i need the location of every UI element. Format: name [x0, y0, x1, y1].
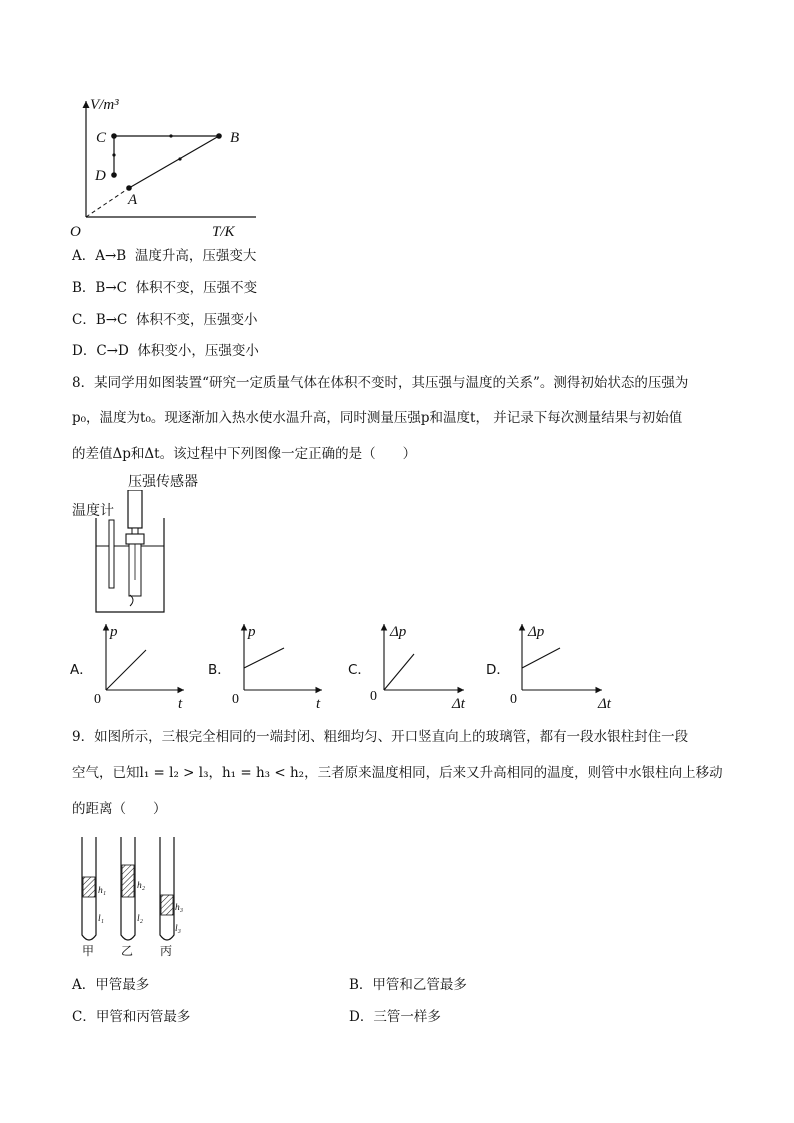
q9-option-b: B．甲管和乙管最多	[349, 977, 467, 993]
svg-text:Δp: Δp	[528, 624, 545, 640]
svg-text:h₁: h₁	[98, 886, 107, 896]
svg-text:甲: 甲	[82, 944, 95, 958]
svg-text:C．: C．	[348, 662, 371, 678]
svg-text:0: 0	[232, 692, 239, 707]
svg-text:0: 0	[370, 689, 377, 704]
svg-text:l₁: l₁	[98, 914, 104, 924]
svg-text:h₂: h₂	[137, 881, 146, 891]
label-d: D	[95, 168, 106, 184]
q8-graph-a	[70, 624, 184, 710]
q8-graph-d	[486, 624, 612, 710]
svg-text:Δt: Δt	[452, 696, 465, 710]
q7-option-d: D．C→D 体积变小，压强变小	[72, 343, 259, 359]
point-a	[126, 185, 132, 191]
svg-text:Δt: Δt	[598, 696, 611, 710]
svg-text:0: 0	[94, 692, 101, 707]
point-d	[111, 172, 117, 178]
q7-option-a: A．A→B 温度升高，压强变大	[72, 248, 257, 264]
q9-stem-line-3: 的距离（ ）	[72, 801, 167, 817]
q9-option-d: D．三管一样多	[349, 1009, 441, 1025]
svg-text:t: t	[178, 696, 183, 710]
q9-option-a: A．甲管最多	[72, 977, 150, 993]
sensor-label: 压强传感器	[128, 474, 198, 490]
svg-text:h₃: h₃	[175, 903, 184, 913]
q8-graph-b	[208, 624, 322, 710]
label-b: B	[230, 130, 240, 146]
q8-graph-c	[348, 624, 466, 710]
svg-text:丙: 丙	[160, 944, 173, 958]
point-c	[111, 133, 117, 139]
svg-text:Δp: Δp	[390, 624, 407, 640]
svg-text:p: p	[110, 624, 118, 640]
svg-text:D．: D．	[486, 662, 510, 678]
dashed-extension	[86, 188, 129, 217]
q8-stem-line-3: 的差值Δp和Δt。该过程中下列图像一定正确的是（ ）	[72, 446, 417, 462]
q9-tubes	[76, 835, 196, 960]
segment-ab	[129, 136, 219, 188]
y-axis-label: V/m³	[90, 97, 119, 113]
pressure-apparatus	[90, 490, 170, 615]
q8-stem-line-1: 8．某同学用如图装置“研究一定质量气体在体积不变时，其压强与温度的关系”。测得初始状态的压强为	[72, 375, 689, 391]
q7-option-c: C．B→C 体积不变，压强变小	[72, 312, 258, 328]
svg-text:l₂: l₂	[137, 914, 143, 924]
svg-text:t: t	[316, 696, 321, 710]
tube-jia	[82, 837, 106, 958]
svg-text:p: p	[248, 624, 256, 640]
q8-graphs	[66, 618, 636, 710]
origin-label: O	[70, 224, 81, 240]
q9-option-c: C．甲管和丙管最多	[72, 1009, 191, 1025]
point-b	[216, 133, 222, 139]
thermometer-label: 温度计	[72, 503, 114, 519]
q9-stem-line-1: 9．如图所示，三根完全相同的一端封闭、粗细均匀、开口竖直向上的玻璃管，都有一段水银柱封住一段	[72, 729, 689, 745]
q7-vt-graph	[64, 95, 264, 245]
tube-yi	[121, 837, 146, 958]
label-a: A	[128, 192, 138, 208]
svg-text:0: 0	[510, 692, 517, 707]
svg-text:l₃: l₃	[175, 924, 181, 934]
svg-text:B．: B．	[208, 662, 231, 678]
q8-stem-line-2: p₀，温度为t₀。现逐渐加入热水使水温升高，同时测量压强p和温度t， 并记录下每次测量结果与初始值	[72, 410, 683, 426]
tube-bing	[160, 837, 183, 958]
q7-option-b: B．B→C 体积不变，压强不变	[72, 280, 258, 296]
x-axis-label: T/K	[212, 224, 235, 240]
svg-text:A．: A．	[70, 662, 93, 678]
svg-text:乙: 乙	[121, 944, 134, 958]
q9-stem-line-2: 空气，已知l₁ = l₂ > l₃，h₁ = h₃ < h₂，三者原来温度相同，后来又升高相同的温度，则管中水银柱向上移动	[72, 765, 723, 781]
label-c: C	[96, 130, 107, 146]
